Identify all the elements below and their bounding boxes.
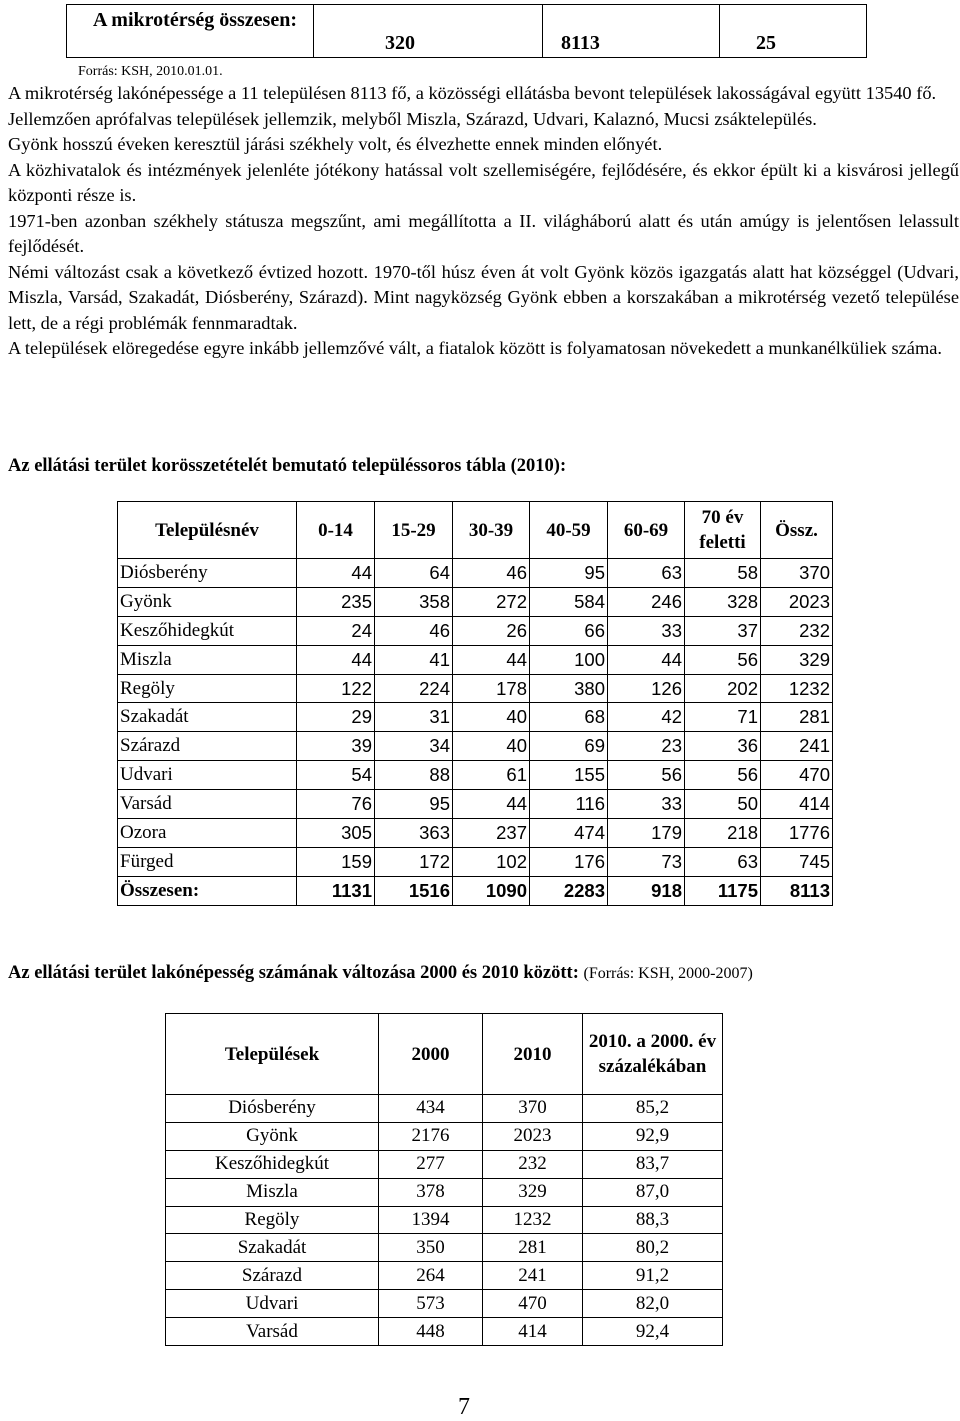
table-row bbox=[118, 847, 833, 876]
value-cell: 350 bbox=[379, 1234, 483, 1262]
value-cell: 44 bbox=[453, 645, 530, 674]
value-cell: 745 bbox=[761, 847, 833, 876]
value-cell: 202 bbox=[685, 674, 761, 703]
settlement-name-cell: Diósberény bbox=[118, 559, 297, 588]
settlement-name-cell: Diósberény bbox=[166, 1095, 379, 1123]
column-header: 15-29 bbox=[375, 502, 453, 559]
value-cell: 305 bbox=[297, 819, 375, 848]
value-cell: 1090 bbox=[453, 876, 530, 905]
source-note: Forrás: KSH, 2010.01.01. bbox=[78, 64, 223, 79]
paragraph: Jellemzően aprófalvas települések jellemzik, melyből Miszla, Szárazd, Udvari, Kalaznó, Mucsi zsáktelepülés. bbox=[8, 108, 817, 129]
value-cell: 88 bbox=[375, 761, 453, 790]
value-cell: 56 bbox=[685, 761, 761, 790]
table-row bbox=[118, 703, 833, 732]
table-row bbox=[166, 1178, 723, 1206]
value-cell: 100 bbox=[530, 645, 608, 674]
value-cell: 1516 bbox=[375, 876, 453, 905]
settlement-name-cell: Ozora bbox=[118, 819, 297, 848]
population-change-table bbox=[165, 1013, 723, 1346]
value-cell: 8113 bbox=[761, 876, 833, 905]
value-cell: 241 bbox=[483, 1262, 583, 1290]
change-table-source: (Forrás: KSH, 2000-2007) bbox=[583, 965, 753, 982]
age-table bbox=[117, 501, 833, 906]
column-header: 0-14 bbox=[297, 502, 375, 559]
value-cell: 56 bbox=[685, 645, 761, 674]
value-cell: 76 bbox=[297, 790, 375, 819]
table-row bbox=[118, 732, 833, 761]
value-cell: 44 bbox=[453, 790, 530, 819]
settlement-name-cell: Fürged bbox=[118, 847, 297, 876]
value-cell: 172 bbox=[375, 847, 453, 876]
table-row bbox=[118, 587, 833, 616]
value-cell: 42 bbox=[608, 703, 685, 732]
summary-divider bbox=[719, 5, 720, 57]
value-cell: 29 bbox=[297, 703, 375, 732]
value-cell: 102 bbox=[453, 847, 530, 876]
value-cell: 40 bbox=[453, 732, 530, 761]
settlement-name-cell: Szakadát bbox=[166, 1234, 379, 1262]
value-cell: 224 bbox=[375, 674, 453, 703]
age-table-heading: Az ellátási terület korösszetételét bemutató településsoros tábla (2010): bbox=[8, 456, 567, 476]
column-header: 30-39 bbox=[453, 502, 530, 559]
table-row bbox=[118, 819, 833, 848]
value-cell: 126 bbox=[608, 674, 685, 703]
value-cell: 116 bbox=[530, 790, 608, 819]
change-table-heading bbox=[8, 963, 753, 984]
value-cell: 2176 bbox=[379, 1122, 483, 1150]
value-cell: 92,4 bbox=[583, 1318, 723, 1346]
settlement-name-cell: Udvari bbox=[166, 1290, 379, 1318]
settlement-name-cell: Udvari bbox=[118, 761, 297, 790]
value-cell: 584 bbox=[530, 587, 608, 616]
settlement-name-cell: Szárazd bbox=[166, 1262, 379, 1290]
column-header: 40-59 bbox=[530, 502, 608, 559]
summary-table bbox=[66, 4, 867, 58]
table-row bbox=[166, 1150, 723, 1178]
value-cell: 46 bbox=[375, 616, 453, 645]
value-cell: 329 bbox=[761, 645, 833, 674]
value-cell: 73 bbox=[608, 847, 685, 876]
value-cell: 69 bbox=[530, 732, 608, 761]
paragraph: A települések elöregedése egyre inkább jellemzővé vált, a fiatalok között is folyamatosan növekedett a munkanélküliek száma. bbox=[8, 338, 943, 358]
value-cell: 370 bbox=[761, 559, 833, 588]
value-cell: 573 bbox=[379, 1290, 483, 1318]
value-cell: 179 bbox=[608, 819, 685, 848]
table-row bbox=[118, 674, 833, 703]
value-cell: 39 bbox=[297, 732, 375, 761]
summary-divider bbox=[313, 5, 314, 57]
value-cell: 470 bbox=[761, 761, 833, 790]
value-cell: 329 bbox=[483, 1178, 583, 1206]
value-cell: 83,7 bbox=[583, 1150, 723, 1178]
table-row bbox=[118, 645, 833, 674]
value-cell: 218 bbox=[685, 819, 761, 848]
value-cell: 46 bbox=[453, 559, 530, 588]
value-cell: 44 bbox=[297, 645, 375, 674]
value-cell: 122 bbox=[297, 674, 375, 703]
settlement-name-cell: Keszőhidegkút bbox=[166, 1150, 379, 1178]
column-header: 70 év feletti bbox=[685, 502, 761, 559]
value-cell: 232 bbox=[761, 616, 833, 645]
value-cell: 414 bbox=[761, 790, 833, 819]
table-header-row bbox=[166, 1014, 723, 1095]
paragraph: A mikrotérség lakónépessége a 11 településen 8113 fő, a közösségi ellátásba bevont települések lakosságával együtt 13540 fő. bbox=[8, 83, 937, 103]
settlement-name-cell: Összesen: bbox=[118, 876, 297, 905]
value-cell: 155 bbox=[530, 761, 608, 790]
table-row bbox=[118, 876, 833, 905]
settlement-name-cell: Gyönk bbox=[118, 587, 297, 616]
value-cell: 50 bbox=[685, 790, 761, 819]
value-cell: 34 bbox=[375, 732, 453, 761]
value-cell: 56 bbox=[608, 761, 685, 790]
value-cell: 26 bbox=[453, 616, 530, 645]
value-cell: 2283 bbox=[530, 876, 608, 905]
change-table-title: Az ellátási terület lakónépesség számának változása 2000 és 2010 között: bbox=[8, 963, 579, 983]
value-cell: 470 bbox=[483, 1290, 583, 1318]
summary-label: A mikrotérség összesen: bbox=[92, 9, 298, 31]
value-cell: 281 bbox=[483, 1234, 583, 1262]
settlement-name-cell: Varsád bbox=[118, 790, 297, 819]
value-cell: 277 bbox=[379, 1150, 483, 1178]
settlement-name-cell: Miszla bbox=[166, 1178, 379, 1206]
settlement-name-cell: Szárazd bbox=[118, 732, 297, 761]
table-row bbox=[118, 616, 833, 645]
table-row bbox=[166, 1206, 723, 1234]
column-header: Településnév bbox=[118, 502, 297, 559]
value-cell: 71 bbox=[685, 703, 761, 732]
value-cell: 80,2 bbox=[583, 1234, 723, 1262]
value-cell: 1776 bbox=[761, 819, 833, 848]
value-cell: 61 bbox=[453, 761, 530, 790]
page-number: 7 bbox=[458, 1394, 470, 1420]
value-cell: 414 bbox=[483, 1318, 583, 1346]
value-cell: 68 bbox=[530, 703, 608, 732]
value-cell: 63 bbox=[608, 559, 685, 588]
table-row bbox=[118, 559, 833, 588]
summary-divider bbox=[542, 5, 543, 57]
column-header: Össz. bbox=[761, 502, 833, 559]
value-cell: 434 bbox=[379, 1095, 483, 1123]
column-header: 2010. a 2000. év százalékában bbox=[583, 1014, 723, 1095]
value-cell: 54 bbox=[297, 761, 375, 790]
value-cell: 23 bbox=[608, 732, 685, 761]
value-cell: 92,9 bbox=[583, 1122, 723, 1150]
paragraph: A közhivatalok és intézmények jelenléte jótékony hatással volt szellemiségére, fejlődésére, és ekkor épült ki a kisvárosi jellegű központi része is. bbox=[8, 159, 959, 205]
value-cell: 31 bbox=[375, 703, 453, 732]
value-cell: 44 bbox=[608, 645, 685, 674]
column-header: 60-69 bbox=[608, 502, 685, 559]
value-cell: 44 bbox=[297, 559, 375, 588]
value-cell: 33 bbox=[608, 616, 685, 645]
value-cell: 235 bbox=[297, 587, 375, 616]
value-cell: 237 bbox=[453, 819, 530, 848]
table-row bbox=[118, 761, 833, 790]
value-cell: 264 bbox=[379, 1262, 483, 1290]
settlement-name-cell: Miszla bbox=[118, 645, 297, 674]
value-cell: 41 bbox=[375, 645, 453, 674]
summary-value: 320 bbox=[385, 32, 415, 54]
value-cell: 178 bbox=[453, 674, 530, 703]
value-cell: 95 bbox=[375, 790, 453, 819]
value-cell: 1131 bbox=[297, 876, 375, 905]
value-cell: 1232 bbox=[761, 674, 833, 703]
value-cell: 448 bbox=[379, 1318, 483, 1346]
settlement-name-cell: Regöly bbox=[118, 674, 297, 703]
summary-value: 8113 bbox=[561, 32, 600, 54]
value-cell: 176 bbox=[530, 847, 608, 876]
value-cell: 64 bbox=[375, 559, 453, 588]
value-cell: 1175 bbox=[685, 876, 761, 905]
value-cell: 272 bbox=[453, 587, 530, 616]
value-cell: 36 bbox=[685, 732, 761, 761]
value-cell: 1232 bbox=[483, 1206, 583, 1234]
table-header-row bbox=[118, 502, 833, 559]
settlement-name-cell: Regöly bbox=[166, 1206, 379, 1234]
value-cell: 232 bbox=[483, 1150, 583, 1178]
table-row bbox=[166, 1234, 723, 1262]
value-cell: 378 bbox=[379, 1178, 483, 1206]
column-header: 2010 bbox=[483, 1014, 583, 1095]
value-cell: 37 bbox=[685, 616, 761, 645]
value-cell: 58 bbox=[685, 559, 761, 588]
table-row bbox=[118, 790, 833, 819]
value-cell: 281 bbox=[761, 703, 833, 732]
value-cell: 95 bbox=[530, 559, 608, 588]
value-cell: 918 bbox=[608, 876, 685, 905]
table-row bbox=[166, 1122, 723, 1150]
value-cell: 246 bbox=[608, 587, 685, 616]
value-cell: 328 bbox=[685, 587, 761, 616]
value-cell: 2023 bbox=[761, 587, 833, 616]
column-header: 2000 bbox=[379, 1014, 483, 1095]
body-text bbox=[8, 81, 959, 362]
value-cell: 1394 bbox=[379, 1206, 483, 1234]
summary-value: 25 bbox=[756, 32, 776, 54]
value-cell: 33 bbox=[608, 790, 685, 819]
value-cell: 363 bbox=[375, 819, 453, 848]
value-cell: 87,0 bbox=[583, 1178, 723, 1206]
value-cell: 159 bbox=[297, 847, 375, 876]
value-cell: 82,0 bbox=[583, 1290, 723, 1318]
value-cell: 66 bbox=[530, 616, 608, 645]
value-cell: 358 bbox=[375, 587, 453, 616]
paragraph: Némi változást csak a következő évtized hozott. 1970-től húsz éven át volt Gyönk közös igazgatás alatt hat községgel (Udvari, Miszla, Varsád, Szakadát, Diósberény, Szárazd). Mint nagyközség Gyönk ebben a korszakában a mikrotérség vezető települése lett, de a régi problémák fennmaradtak. bbox=[8, 261, 959, 333]
table-row bbox=[166, 1318, 723, 1346]
value-cell: 85,2 bbox=[583, 1095, 723, 1123]
settlement-name-cell: Szakadát bbox=[118, 703, 297, 732]
value-cell: 88,3 bbox=[583, 1206, 723, 1234]
table-row bbox=[166, 1095, 723, 1123]
table-row bbox=[166, 1290, 723, 1318]
column-header: Települések bbox=[166, 1014, 379, 1095]
value-cell: 24 bbox=[297, 616, 375, 645]
value-cell: 241 bbox=[761, 732, 833, 761]
value-cell: 40 bbox=[453, 703, 530, 732]
value-cell: 2023 bbox=[483, 1122, 583, 1150]
value-cell: 63 bbox=[685, 847, 761, 876]
settlement-name-cell: Varsád bbox=[166, 1318, 379, 1346]
value-cell: 91,2 bbox=[583, 1262, 723, 1290]
paragraph: Gyönk hosszú éveken keresztül járási székhely volt, és élvezhette ennek minden előnyét. bbox=[8, 134, 663, 154]
table-row bbox=[166, 1262, 723, 1290]
settlement-name-cell: Keszőhidegkút bbox=[118, 616, 297, 645]
paragraph: 1971-ben azonban székhely státusza megszűnt, ami megállította a II. világháború alatt és után amúgy is jelentősen lelassult fejlődését. bbox=[8, 210, 959, 256]
value-cell: 380 bbox=[530, 674, 608, 703]
settlement-name-cell: Gyönk bbox=[166, 1122, 379, 1150]
value-cell: 474 bbox=[530, 819, 608, 848]
value-cell: 370 bbox=[483, 1095, 583, 1123]
